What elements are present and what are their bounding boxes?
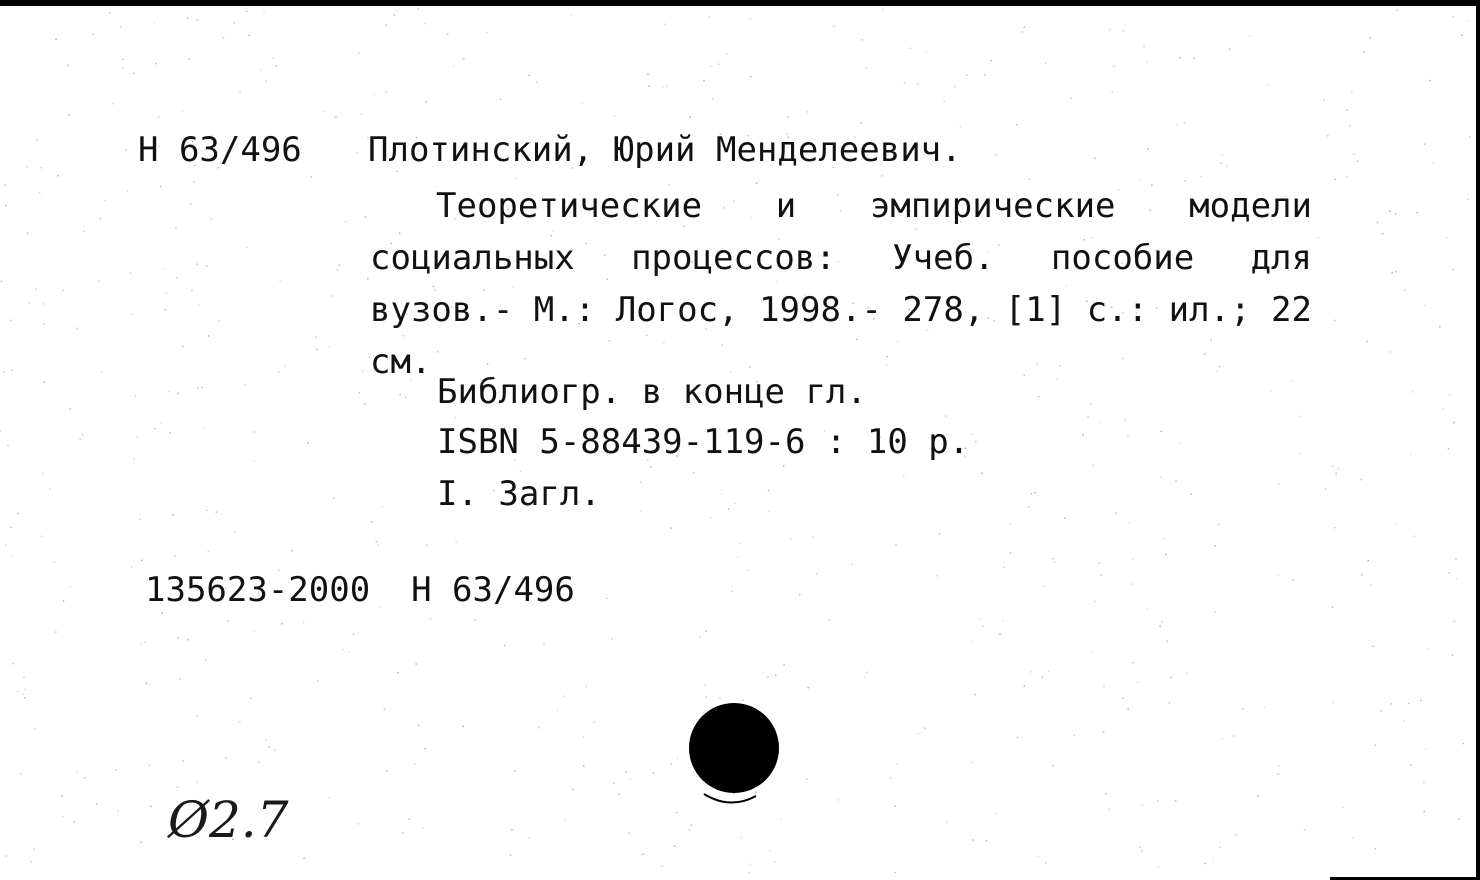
handwritten-mark: Ø2.7 (168, 791, 289, 849)
author-heading: Плотинский, Юрий Менделеевич. (368, 130, 962, 170)
title-tracing: I. Загл. (437, 474, 601, 514)
shelf-mark: Н 63/496 (138, 130, 302, 170)
bibliography-note: Библиогр. в конце гл. (437, 372, 867, 412)
isbn-price: ISBN 5-88439-119-6 : 10 р. (437, 422, 970, 462)
bibliographic-description: Теоретические и эмпирические модели социальных процессов: Учеб. пособие для вузов.- М.: Логос, 1998.- 278, [1] с.: ил.; 22 см. (370, 186, 1312, 382)
punch-hole-shadow (700, 770, 760, 810)
accession-number: 135623-2000 Н 63/496 (145, 570, 575, 610)
